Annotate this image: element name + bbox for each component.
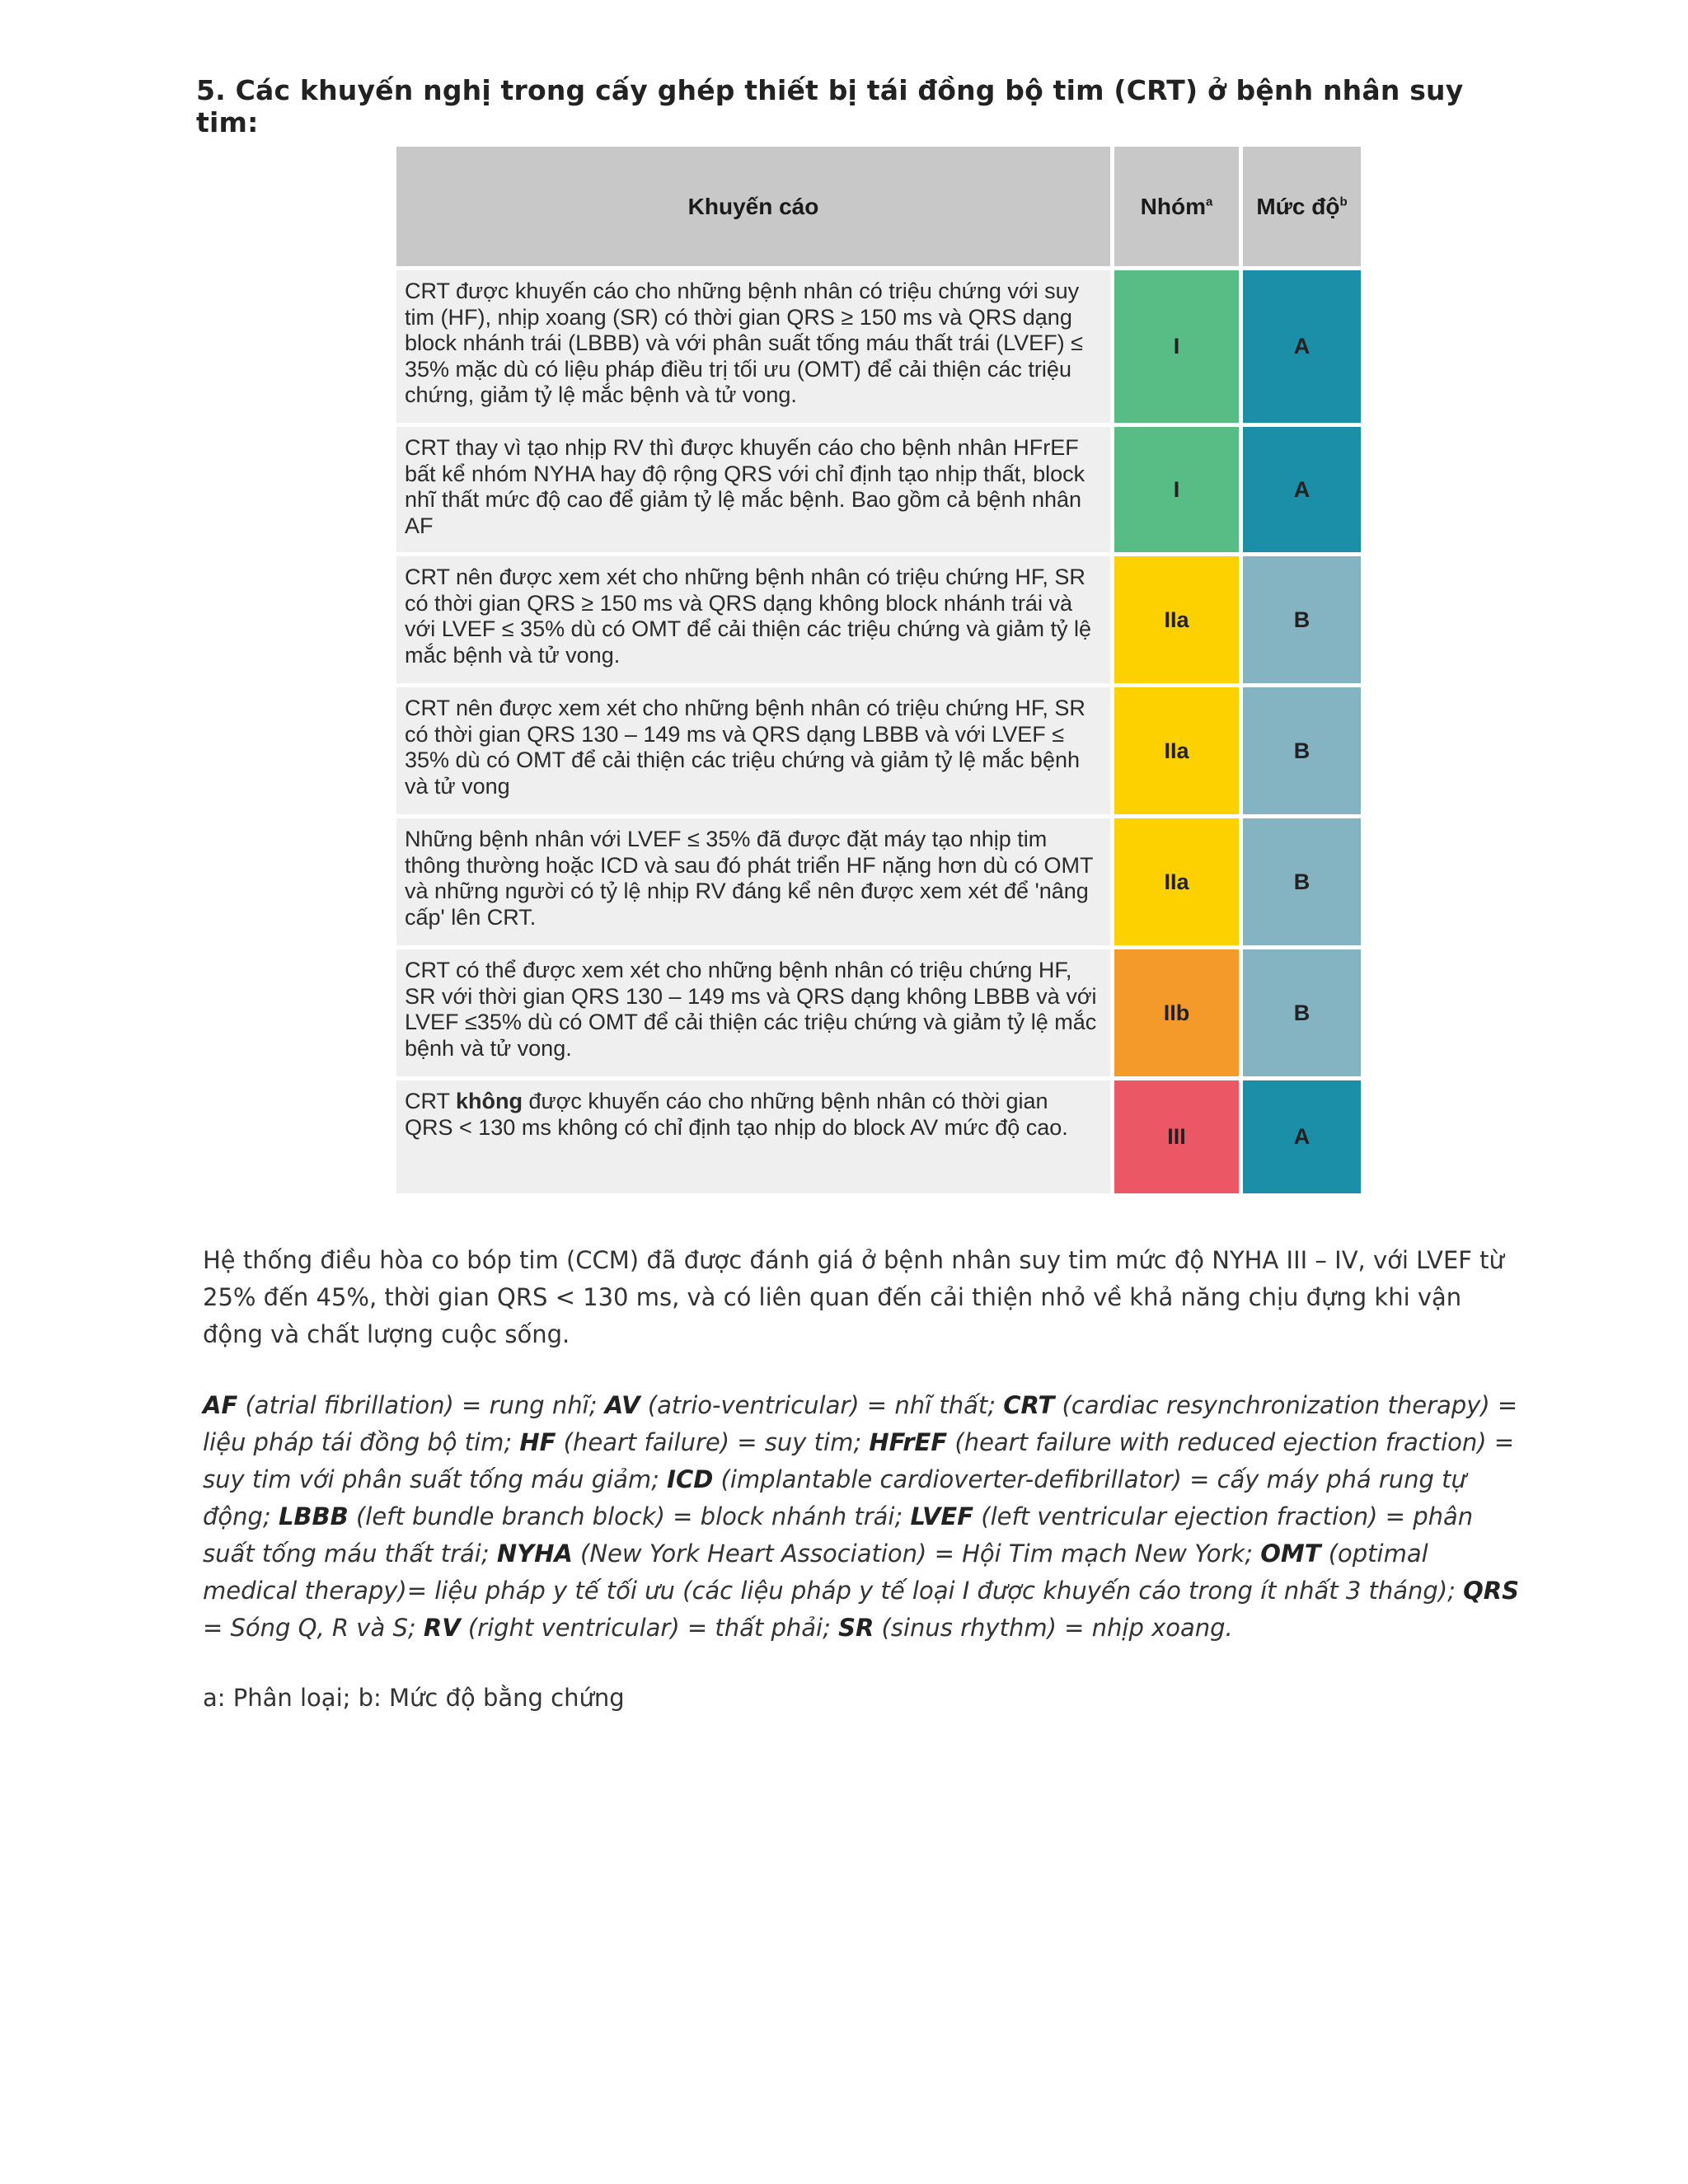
table-header-row [396, 147, 1361, 270]
abbr-item: ICD (implantable cardioverter-defibrillator) = cấy máy phá rung tự động; [203, 1465, 1466, 1530]
level-cell: B [1243, 949, 1361, 1080]
header-level: Mức độ$^b$ [1243, 147, 1361, 270]
table-row [396, 949, 1361, 1080]
abbr-item: LVEF (left ventricular ejection fraction) = phân suất tống máu thất trái; [203, 1502, 1474, 1568]
table-row [396, 556, 1361, 687]
abbreviations-paragraph [203, 1387, 1522, 1647]
abbr-item: CRT (cardiac resynchronization therapy) = liệu pháp tái đồng bộ tim; [203, 1391, 1518, 1456]
recommendation-text: CRT không được khuyến cáo cho những bệnh nhân có thời gian QRS < 130 ms không có chỉ định tạo nhịp do block AV mức độ cao. [396, 1080, 1114, 1197]
recommendations-table-container [396, 147, 1361, 1197]
class-cell: III [1114, 1080, 1243, 1197]
ccm-paragraph: Hệ thống điều hòa co bóp tim (CCM) đã được đánh giá ở bệnh nhân suy tim mức độ NYHA III – IV, với LVEF từ 25% đến 45%, thời gian QRS < 130 ms, và có liên quan đến cải thiện nhỏ về khả năng chịu đựng khi vận động và chất lượng cuộc sống. [203, 1246, 1504, 1348]
abbr-item: NYHA (New York Heart Association) = Hội Tim mạch New York; [496, 1540, 1261, 1568]
abbr-item: HFrEF (heart failure with reduced ejection fraction) = suy tim với phân suất tống máu giảm; [203, 1428, 1515, 1493]
abbr-item: LBBB (left bundle branch block) = block nhánh trái; [278, 1502, 911, 1530]
class-cell: IIa [1114, 818, 1243, 949]
level-cell: B [1243, 687, 1361, 818]
table-row [396, 427, 1361, 556]
abbr-item: QRS = Sóng Q, R và S; [203, 1577, 1520, 1642]
level-cell: B [1243, 818, 1361, 949]
header-class: Nhóm$^a$ [1114, 147, 1243, 270]
class-cell: I [1114, 270, 1243, 427]
abbr-item: RV (right ventricular) = thất phải; [423, 1614, 839, 1642]
header-recommendation: Khuyến cáo [396, 147, 1114, 270]
level-cell: B [1243, 556, 1361, 687]
table-row [396, 818, 1361, 949]
level-cell: A [1243, 270, 1361, 427]
recommendation-text: CRT nên được xem xét cho những bệnh nhân có triệu chứng HF, SR có thời gian QRS 130 – 149 ms và QRS dạng LBBB và với LVEF ≤ 35% dù có OMT để cải thiện các triệu chứng và giảm tỷ lệ mắc bệnh và tử vong [396, 687, 1114, 818]
class-cell: I [1114, 427, 1243, 556]
table-row [396, 687, 1361, 818]
abbr-item: AV (atrio-ventricular) = nhĩ thất; [604, 1391, 1004, 1419]
emphasis-khong: không [456, 1089, 523, 1113]
footnote: a: Phân loại; b: Mức độ bằng chứng [203, 1684, 625, 1712]
abbr-item: OMT (optimal medical therapy)= liệu pháp y tế tối ưu (các liệu pháp y tế loại I được khuyến cáo trong ít nhất 3 tháng); [203, 1540, 1464, 1605]
abbr-item: SR (sinus rhythm) = nhịp xoang. [838, 1614, 1233, 1642]
level-cell: A [1243, 427, 1361, 556]
recommendations-table [396, 147, 1361, 1197]
recommendation-text: CRT thay vì tạo nhịp RV thì được khuyến cáo cho bệnh nhân HFrEF bất kể nhóm NYHA hay độ rộng QRS với chỉ định tạo nhịp thất, block nhĩ thất mức độ cao để giảm tỷ lệ mắc bệnh. Bao gồm cả bệnh nhân AF [396, 427, 1114, 556]
table-row [396, 1080, 1361, 1197]
level-cell: A [1243, 1080, 1361, 1197]
abbr-item: AF (atrial fibrillation) = rung nhĩ; [203, 1391, 605, 1419]
table-row [396, 270, 1361, 427]
recommendation-text: CRT nên được xem xét cho những bệnh nhân có triệu chứng HF, SR có thời gian QRS ≥ 150 ms và QRS dạng không block nhánh trái và với LVEF ≤ 35% dù có OMT để cải thiện các triệu chứng và giảm tỷ lệ mắc bệnh và tử vong. [396, 556, 1114, 687]
recommendation-text: CRT được khuyến cáo cho những bệnh nhân có triệu chứng với suy tim (HF), nhịp xoang (SR) có thời gian QRS ≥ 150 ms và QRS dạng block nhánh trái (LBBB) và với phân suất tống máu thất trái (LVEF) ≤ 35% mặc dù có liệu pháp điều trị tối ưu (OMT) để cải thiện các triệu chứng, giảm tỷ lệ mắc bệnh và tử vong. [396, 270, 1114, 427]
class-cell: IIa [1114, 556, 1243, 687]
abbr-item: HF (heart failure) = suy tim; [519, 1428, 870, 1456]
class-cell: IIb [1114, 949, 1243, 1080]
recommendation-text: Những bệnh nhân với LVEF ≤ 35% đã được đặt máy tạo nhịp tim thông thường hoặc ICD và sau đó phát triển HF nặng hơn dù có OMT và những người có tỷ lệ nhịp RV đáng kể nên được xem xét để 'nâng cấp' lên CRT. [396, 818, 1114, 949]
class-cell: IIa [1114, 687, 1243, 818]
recommendation-text: CRT có thể được xem xét cho những bệnh nhân có triệu chứng HF, SR với thời gian QRS 130 – 149 ms và QRS dạng không LBBB và với LVEF ≤35% dù có OMT để cải thiện các triệu chứng và giảm tỷ lệ mắc bệnh và tử vong. [396, 949, 1114, 1080]
section-heading: 5. Các khuyến nghị trong cấy ghép thiết bị tái đồng bộ tim (CRT) ở bệnh nhân suy tim: [196, 74, 1464, 138]
